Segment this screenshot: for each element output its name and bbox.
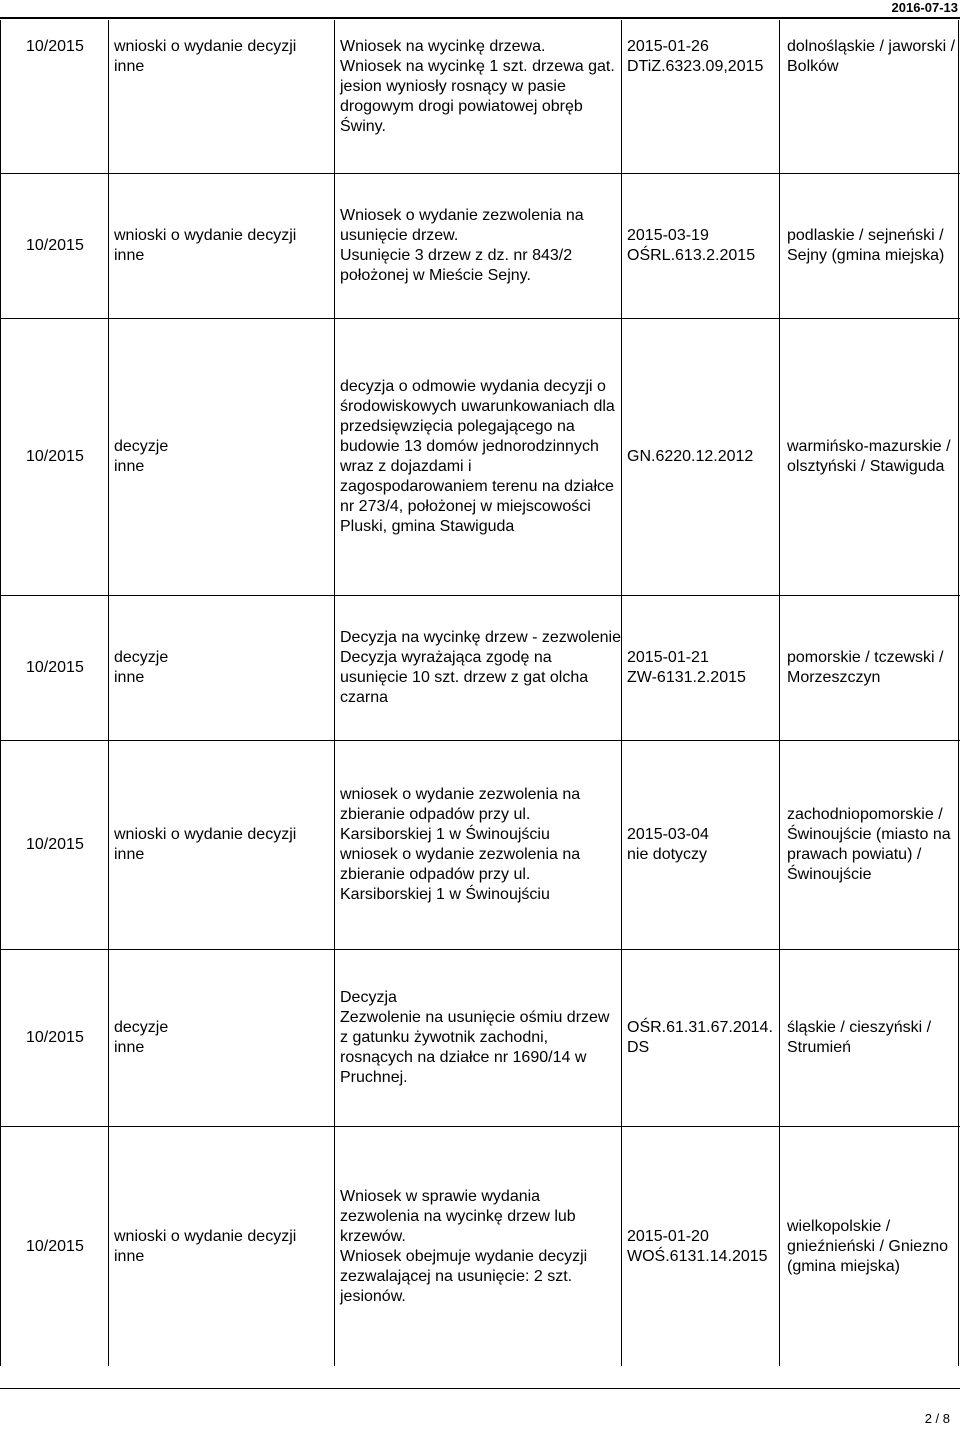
table-row bbox=[0, 20, 960, 174]
record-location bbox=[779, 1127, 960, 1366]
record-description-line: przedsięwzięcia polegającego na bbox=[340, 418, 575, 435]
record-description-line: wniosek o wydanie zezwolenia na bbox=[340, 786, 581, 803]
record-description-line: krzewów. bbox=[340, 1227, 406, 1245]
record-signature bbox=[621, 174, 779, 318]
record-location-line: śląskie / cieszyński / bbox=[787, 1019, 932, 1036]
record-category-line: decyzje bbox=[114, 438, 169, 455]
header-divider bbox=[0, 17, 960, 19]
record-number-line: 10/2015 bbox=[26, 38, 84, 55]
record-description-line: Karsiborskiej 1 w Świnoujściu bbox=[340, 886, 550, 903]
record-description-line: Decyzja wyrażająca zgodę na bbox=[340, 649, 552, 666]
record-description-line: zezwalającej na usunięcie: 2 szt. bbox=[340, 1267, 573, 1285]
record-description-line: Wniosek w sprawie wydania bbox=[340, 1187, 541, 1205]
record-description-line: budowie 13 domów jednorodzinnych bbox=[340, 438, 599, 455]
table-row bbox=[0, 319, 960, 596]
record-number bbox=[0, 596, 108, 740]
table-row bbox=[0, 174, 960, 319]
record-category bbox=[108, 950, 334, 1126]
record-description-line: z gatunku żywotnik zachodni, bbox=[340, 1029, 549, 1046]
table-row bbox=[0, 741, 960, 950]
record-description-line: Pluski, gmina Stawiguda bbox=[340, 518, 515, 535]
record-category-line: inne bbox=[114, 1247, 145, 1265]
record-category-line: decyzje bbox=[114, 1019, 169, 1036]
record-signature-line: ZW-6131.2.2015 bbox=[627, 669, 746, 686]
record-number-line: 10/2015 bbox=[26, 659, 84, 676]
record-category-line: inne bbox=[114, 458, 145, 475]
record-description-line: jesion wyniosły rosnący w pasie bbox=[340, 78, 566, 95]
footer-divider bbox=[0, 1388, 960, 1389]
record-location-line: zachodniopomorskie / bbox=[787, 806, 943, 823]
record-location-line: wielkopolskie / bbox=[787, 1217, 891, 1235]
record-signature-line: nie dotyczy bbox=[627, 846, 708, 863]
record-signature-line: 2015-01-26 bbox=[627, 38, 709, 55]
record-signature bbox=[621, 950, 779, 1126]
record-number-line: 10/2015 bbox=[26, 1237, 84, 1255]
column-divider bbox=[958, 20, 959, 1366]
record-location-line: Świnoujście bbox=[787, 866, 872, 883]
record-category bbox=[108, 741, 334, 949]
record-category bbox=[108, 174, 334, 318]
record-category-line: decyzje bbox=[114, 649, 169, 666]
column-divider bbox=[0, 20, 1, 1366]
record-location bbox=[779, 741, 960, 949]
record-number-line: 10/2015 bbox=[26, 237, 84, 254]
record-description-line: położonej w Mieście Sejny. bbox=[340, 267, 531, 284]
record-category-line: wnioski o wydanie decyzji bbox=[114, 1227, 297, 1245]
record-location bbox=[779, 319, 960, 595]
header-date: 2016-07-13 bbox=[891, 0, 958, 15]
record-number-line: 10/2015 bbox=[26, 448, 84, 465]
record-signature-line: GN.6220.12.2012 bbox=[627, 448, 754, 465]
record-location-line: prawach powiatu) / bbox=[787, 846, 922, 863]
record-signature-line: OŚR.61.31.67.2014. bbox=[627, 1019, 773, 1036]
record-description-line: usunięcie drzew. bbox=[340, 227, 459, 244]
record-number-line: 10/2015 bbox=[26, 836, 84, 853]
record-description-line: drogowym drogi powiatowej obręb bbox=[340, 98, 583, 115]
record-location bbox=[779, 596, 960, 740]
record-description-line: wniosek o wydanie zezwolenia na bbox=[340, 846, 581, 863]
record-location-line: Bolków bbox=[787, 58, 839, 75]
record-description-line: decyzja o odmowie wydania decyzji o bbox=[340, 378, 606, 395]
record-location-line: pomorskie / tczewski / bbox=[787, 649, 944, 666]
record-category bbox=[108, 1127, 334, 1366]
record-location-line: (gmina miejska) bbox=[787, 1257, 900, 1275]
record-category bbox=[108, 319, 334, 595]
record-signature-line: DTiZ.6323.09,2015 bbox=[627, 58, 764, 75]
record-description-line: nr 273/4, położonej w miejscowości bbox=[340, 498, 591, 515]
record-category bbox=[108, 596, 334, 740]
record-category-line: wnioski o wydanie decyzji bbox=[114, 38, 297, 55]
record-location-line: podlaskie / sejneński / bbox=[787, 227, 944, 244]
record-location-line: Świnoujście (miasto na bbox=[787, 826, 951, 843]
record-description-line: Wniosek na wycinkę 1 szt. drzewa gat. bbox=[340, 58, 615, 75]
record-description-line: Wniosek obejmuje wydanie decyzji bbox=[340, 1247, 588, 1265]
record-description-line: jesionów. bbox=[340, 1287, 406, 1305]
records-table bbox=[0, 20, 960, 1366]
record-category-line: inne bbox=[114, 1039, 145, 1056]
record-description-line: wraz z dojazdami i bbox=[340, 458, 472, 475]
record-category-line: inne bbox=[114, 669, 145, 686]
record-description-line: Decyzja bbox=[340, 989, 397, 1006]
record-location-line: dolnośląskie / jaworski / bbox=[787, 38, 956, 55]
record-description-line: Pruchnej. bbox=[340, 1069, 408, 1086]
record-description bbox=[334, 319, 621, 595]
record-description-line: usunięcie 10 szt. drzew z gat olcha bbox=[340, 669, 589, 686]
record-category bbox=[108, 20, 334, 173]
record-number-line: 10/2015 bbox=[26, 1029, 84, 1046]
record-category-line: inne bbox=[114, 58, 145, 75]
record-location-line: gnieźnieński / Gniezno bbox=[787, 1237, 948, 1255]
record-signature bbox=[621, 319, 779, 595]
record-signature-line: 2015-03-19 bbox=[627, 227, 709, 244]
record-signature bbox=[621, 741, 779, 949]
record-description bbox=[334, 1127, 621, 1366]
record-description-line: zezwolenia na wycinkę drzew lub bbox=[340, 1207, 576, 1225]
table-row bbox=[0, 950, 960, 1127]
record-description-line: Usunięcie 3 drzew z dz. nr 843/2 bbox=[340, 247, 573, 264]
record-category-line: inne bbox=[114, 846, 145, 863]
record-signature bbox=[621, 20, 779, 173]
column-divider bbox=[779, 20, 780, 1366]
record-description-line: czarna bbox=[340, 689, 389, 706]
record-signature-line: 2015-03-04 bbox=[627, 826, 709, 843]
record-signature-line: 2015-01-20 bbox=[627, 1227, 709, 1245]
record-location-line: olsztyński / Stawiguda bbox=[787, 458, 945, 475]
table-row bbox=[0, 596, 960, 741]
record-description-line: Wniosek o wydanie zezwolenia na bbox=[340, 207, 584, 224]
record-signature-line: DS bbox=[627, 1039, 650, 1056]
record-description-line: zbieranie odpadów przy ul. bbox=[340, 866, 531, 883]
record-number bbox=[0, 20, 108, 173]
column-divider bbox=[108, 20, 109, 1366]
record-number bbox=[0, 1127, 108, 1366]
record-description bbox=[334, 741, 621, 949]
record-description-line: zbieranie odpadów przy ul. bbox=[340, 806, 531, 823]
record-description bbox=[334, 20, 621, 173]
record-description-line: Wniosek na wycinkę drzewa. bbox=[340, 38, 546, 55]
record-description bbox=[334, 174, 621, 318]
record-number bbox=[0, 950, 108, 1126]
record-description bbox=[334, 596, 621, 740]
record-category-line: wnioski o wydanie decyzji bbox=[114, 826, 297, 843]
record-signature-line: WOŚ.6131.14.2015 bbox=[627, 1247, 768, 1265]
record-signature-line: 2015-01-21 bbox=[627, 649, 709, 666]
record-description bbox=[334, 950, 621, 1126]
page-number: 2 / 8 bbox=[924, 1411, 950, 1426]
table-row bbox=[0, 1127, 960, 1366]
record-location-line: warmińsko-mazurskie / bbox=[787, 438, 951, 455]
record-number bbox=[0, 174, 108, 318]
record-description-line: Świny. bbox=[340, 118, 386, 135]
record-category-line: wnioski o wydanie decyzji bbox=[114, 227, 297, 244]
record-description-line: Karsiborskiej 1 w Świnoujściu bbox=[340, 826, 550, 843]
record-location-line: Strumień bbox=[787, 1039, 852, 1056]
record-location bbox=[779, 950, 960, 1126]
record-location bbox=[779, 20, 960, 173]
record-signature-line: OŚRL.613.2.2015 bbox=[627, 247, 756, 264]
record-location-line: Morzeszczyn bbox=[787, 669, 881, 686]
column-divider bbox=[334, 20, 335, 1366]
record-number bbox=[0, 319, 108, 595]
record-description-line: rosnących na działce nr 1690/14 w bbox=[340, 1049, 587, 1066]
record-description-line: środowiskowych uwarunkowaniach dla bbox=[340, 398, 615, 415]
column-divider bbox=[621, 20, 622, 1366]
record-description-line: zagospodarowaniem terenu na działce bbox=[340, 478, 614, 495]
record-signature bbox=[621, 1127, 779, 1366]
record-signature bbox=[621, 596, 779, 740]
record-description-line: Decyzja na wycinkę drzew - zezwolenie bbox=[340, 629, 621, 646]
record-location bbox=[779, 174, 960, 318]
record-location-line: Sejny (gmina miejska) bbox=[787, 247, 945, 264]
record-category-line: inne bbox=[114, 247, 145, 264]
record-number bbox=[0, 741, 108, 949]
record-description-line: Zezwolenie na usunięcie ośmiu drzew bbox=[340, 1009, 610, 1026]
